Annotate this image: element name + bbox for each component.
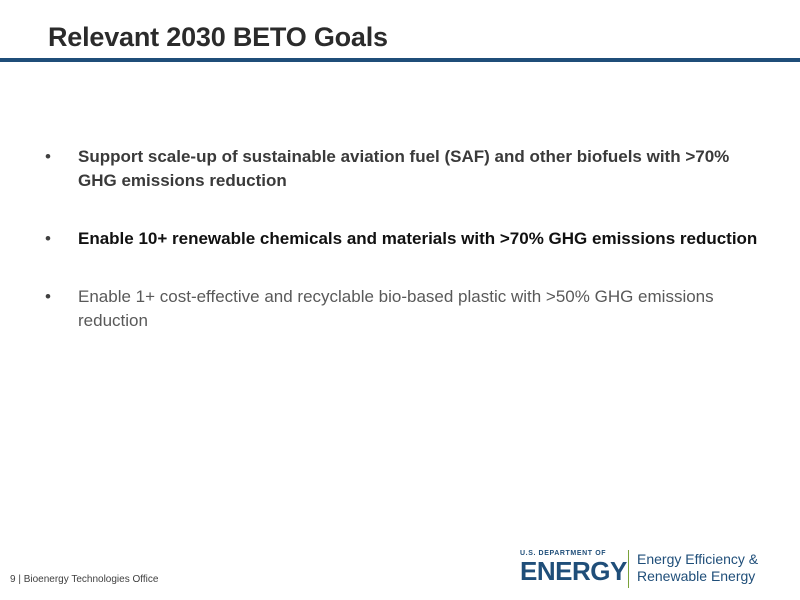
logo-office-line1: Energy Efficiency &: [637, 551, 759, 567]
logo-department-text: U.S. DEPARTMENT OF: [520, 550, 607, 557]
logo-divider: [628, 550, 629, 588]
bullet-icon: •: [45, 287, 51, 306]
doe-logo: [520, 550, 627, 584]
goal-item-chemicals: [40, 227, 760, 251]
goal-text: Enable 1+ cost-effective and recyclable bio-based plastic with >50% GHG emissions reduction: [78, 287, 714, 330]
bullet-icon: •: [45, 229, 51, 248]
goals-list: [40, 145, 760, 367]
logo-office-line2: Renewable Energy: [637, 568, 756, 584]
logo-energy-text: ENERGY: [520, 556, 627, 586]
slide-title: Relevant 2030 BETO Goals: [48, 22, 388, 52]
goal-item-saf: [40, 145, 760, 193]
bullet-icon: •: [45, 147, 51, 166]
slide-footer: 9 | Bioenergy Technologies Office: [10, 574, 159, 585]
title-underline: [0, 58, 800, 62]
doe-eere-logo: [520, 550, 780, 590]
eere-logo-text: [637, 551, 758, 585]
goal-text: Enable 10+ renewable chemicals and materials with >70% GHG emissions reduction: [78, 229, 758, 248]
goal-text: Support scale-up of sustainable aviation fuel (SAF) and other biofuels with >70% GHG emissions reduction: [78, 147, 730, 190]
goal-item-plastic: [40, 285, 760, 333]
